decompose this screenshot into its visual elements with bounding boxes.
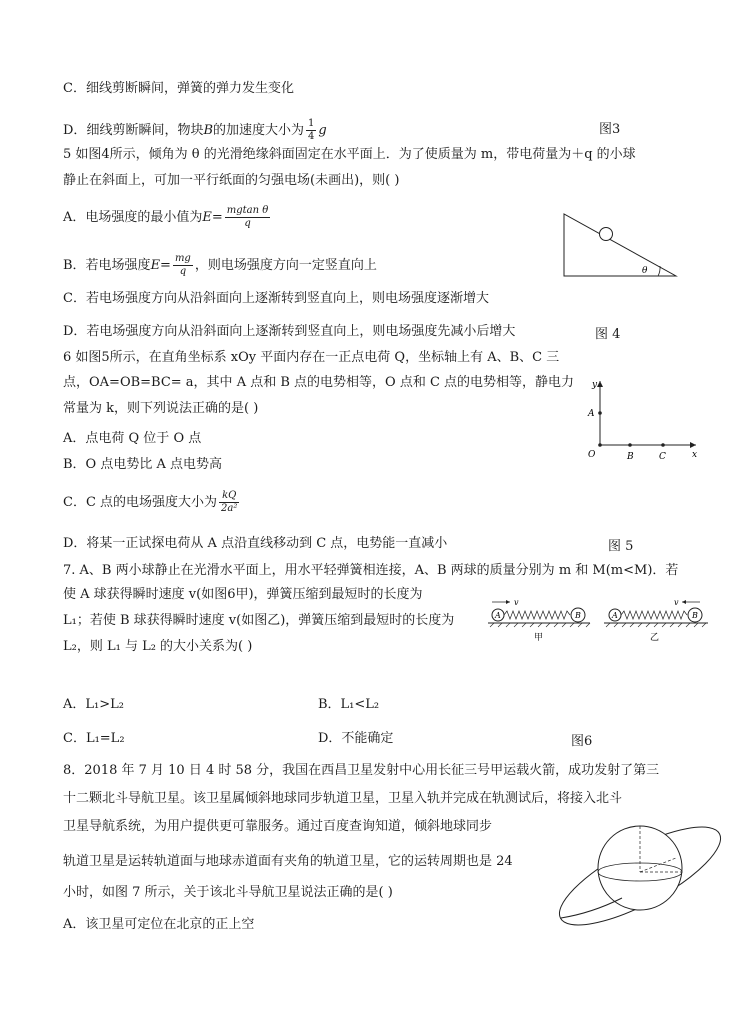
q8-stem-line3: 卫星导航系统，为用户提供更可靠服务。通过百度查询知道，倾斜地球同步: [63, 819, 493, 834]
q8-stem-line4: 轨道卫星是运转轨道面与地球赤道面有夹角的轨道卫星，它的运转周期也是 24: [63, 854, 513, 869]
svg-text:O: O: [588, 450, 596, 460]
point-c: [661, 443, 665, 447]
q7-option-c: C．L₁=L₂: [63, 731, 125, 746]
figure-4-incline: [558, 208, 683, 280]
figure-6-label: 图6: [571, 734, 593, 749]
svg-text:B: B: [575, 611, 581, 620]
q6-stem-line3: 常量为 k，则下列说法正确的是( ): [63, 401, 259, 416]
figure-4-label: 图 4: [595, 327, 621, 342]
q4-option-c: C．细线剪断瞬间，弹簧的弹力发生变化: [63, 81, 294, 96]
q5-option-c: C．若电场强度方向从沿斜面向上逐渐转到竖直向上，则电场强度逐渐增大: [63, 291, 489, 306]
q6-stem-line2: 点，OA=OB=BC= a，其中 A 点和 B 点的电势相等，O 点和 C 点的电势相等，静电力: [63, 375, 575, 390]
svg-text:B: B: [692, 611, 698, 620]
q7-stem-line4: L₂，则 L₁ 与 L₂ 的大小关系为( ): [63, 639, 253, 654]
q6-stem-line1: 6 如图5所示，在直角坐标系 xOy 平面内存在一正点电荷 Q，坐标轴上有 A、B、C 三: [63, 350, 560, 365]
q7-option-a: A．L₁>L₂: [63, 697, 124, 712]
ball-on-incline: [600, 228, 613, 241]
q5-stem-line2: 静止在斜面上，可加一平行纸面的匀强电场(未画出)，则( ): [63, 173, 400, 188]
point-o: [598, 443, 602, 447]
svg-text:x: x: [692, 450, 698, 460]
q6-option-b: B．O 点电势比 A 点电势高: [63, 457, 222, 472]
svg-text:甲: 甲: [534, 633, 544, 643]
figure-5-label: 图 5: [608, 539, 634, 554]
figure-5-axes: [580, 373, 700, 463]
svg-text:v: v: [514, 598, 519, 607]
q8-stem-line2: 十二颗北斗导航卫星。该卫星属倾斜地球同步轨道卫星，卫星入轨并完成在轨测试后，将接入北斗: [63, 791, 623, 806]
q7-option-d: D．不能确定: [318, 731, 394, 746]
q5-option-d: D．若电场强度方向从沿斜面向上逐渐转到竖直向上，则电场强度先减小后增大: [63, 324, 516, 339]
svg-text:乙: 乙: [650, 633, 660, 643]
q8-stem-line5: 小时，如图 7 所示，关于该北斗导航卫星说法正确的是( ): [63, 885, 393, 900]
q4-option-d: D．细线剪断瞬间，物块B的加速度大小为 $\frac{1}{4}$ g: [63, 118, 327, 142]
svg-text:A: A: [588, 409, 595, 419]
q5-option-a: A．电场强度的最小值为E= $\frac{\text{mgtan θ}}{q}$: [63, 205, 269, 229]
q5-stem-line1: 5 如图4所示，倾角为 θ 的光滑绝缘斜面固定在水平面上．为了使质量为 m，带电荷量为＋q 的小球: [63, 147, 636, 162]
figure-3-label: 图3: [599, 122, 621, 137]
theta-label: θ: [642, 266, 648, 276]
svg-text:A: A: [495, 611, 501, 620]
q6-option-d: D．将某一正试探电荷从 A 点沿直线移动到 C 点，电势能一直减小: [63, 536, 448, 551]
q6-option-a: A．点电荷 Q 位于 O 点: [63, 431, 202, 446]
figure-6-springs: [486, 596, 712, 644]
q5-option-b: B．若电场强度E= $\frac{mg}{q}$ ，则电场强度方向一定竖直向上: [63, 253, 377, 277]
svg-text:y: y: [592, 380, 598, 390]
point-a: [598, 411, 602, 415]
q7-stem-line1: 7. A、B 两小球静止在光滑水平面上，用水平轻弹簧相连接，A、B 两球的质量分别为 m 和 M(m<M)．若: [63, 563, 679, 578]
svg-text:A: A: [612, 611, 618, 620]
q6-option-c: C．C 点的电场强度大小为 $\frac{kQ}{\text{2a²}}$: [63, 490, 238, 514]
point-b: [628, 443, 632, 447]
figure-7-orbit: [552, 818, 732, 930]
q7-stem-line2: 使 A 球获得瞬时速度 v(如图6甲)，弹簧压缩到最短时的长度为: [63, 587, 423, 602]
q7-option-b: B．L₁<L₂: [318, 697, 380, 712]
svg-text:B: B: [627, 452, 634, 462]
q8-option-a: A．该卫星可定位在北京的正上空: [63, 917, 255, 932]
svg-text:C: C: [659, 452, 666, 462]
q7-stem-line3: L₁；若使 B 球获得瞬时速度 v(如图乙)，弹簧压缩到最短时的长度为: [63, 613, 455, 628]
svg-text:v: v: [674, 598, 679, 607]
q8-stem-line1: 8．2018 年 7 月 10 日 4 时 58 分，我国在西昌卫星发射中心用长征三号甲运载火箭，成功发射了第三: [63, 763, 660, 778]
